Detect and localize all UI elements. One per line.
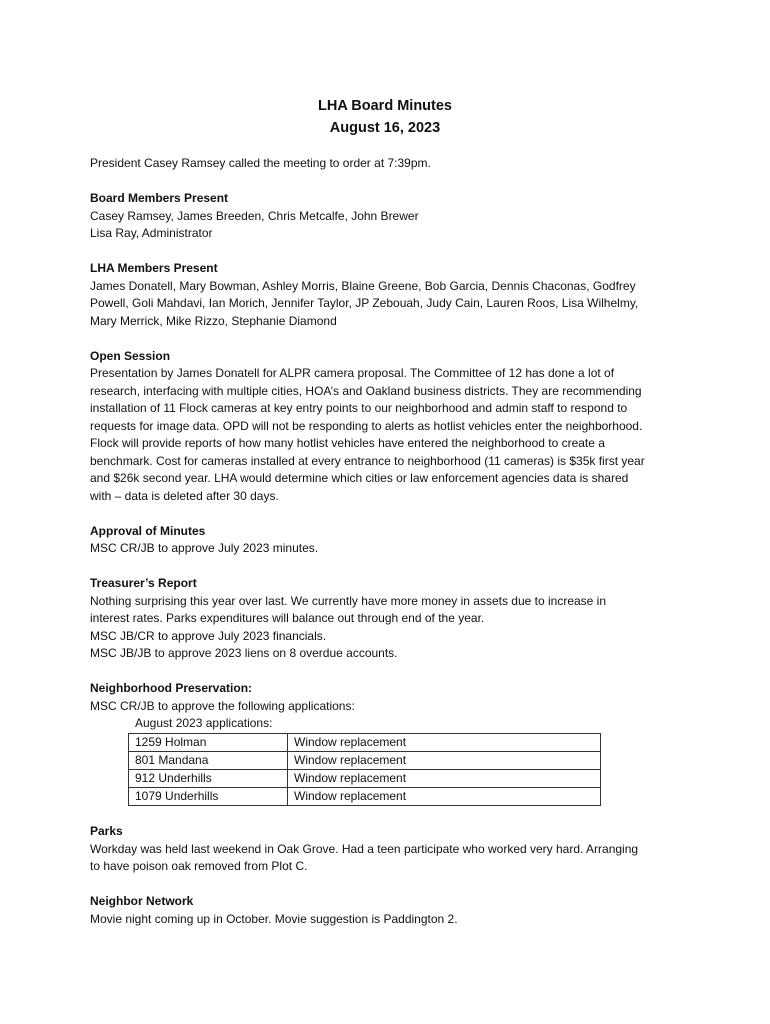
lha-members-heading: LHA Members Present: [90, 261, 218, 275]
treasurer-line: Nothing surprising this year over last. We currently have more money in assets due to increase in: [90, 593, 607, 608]
parks-line: Workday was held last weekend in Oak Grove. Had a teen participate who worked very hard. Arranging: [90, 841, 639, 856]
applications-table: [128, 733, 601, 806]
neighbor-network-line: Movie night coming up in October. Movie suggestion is Paddington 2.: [90, 911, 458, 926]
preservation-line: MSC CR/JB to approve the following applications:: [90, 698, 355, 713]
open-session-line: requests for image data. OPD will not be responding to alerts as hotlist vehicles enter the neighborhood.: [90, 418, 643, 433]
treasurer-line: interest rates. Parks expenditures will balance out through end of the year.: [90, 611, 485, 625]
open-session-line: with – data is deleted after 30 days.: [90, 488, 279, 503]
lha-members-line: James Donatell, Mary Bowman, Ashley Morris, Blaine Greene, Bob Garcia, Dennis Chaconas, Godfrey: [90, 278, 636, 293]
open-session-line: research, interfacing with multiple cities, HOA’s and Oakland business districts. They are recommending: [90, 383, 642, 398]
minutes-body: [90, 155, 690, 928]
open-session-line: Presentation by James Donatell for ALPR camera proposal. The Committee of 12 has done a lot of: [90, 366, 615, 380]
work-cell: Window replacement: [288, 751, 601, 769]
treasurer-line: MSC JB/JB to approve 2023 liens on 8 overdue accounts.: [90, 646, 398, 660]
address-cell: 1259 Holman: [129, 733, 288, 751]
treasurer-line: MSC JB/CR to approve July 2023 financials.: [90, 628, 327, 643]
board-members-heading: Board Members Present: [90, 191, 229, 205]
open-session-heading: Open Session: [90, 348, 171, 363]
parks-heading: Parks: [90, 824, 123, 838]
address-cell: 1079 Underhills: [129, 787, 288, 805]
administrator-line: Lisa Ray, Administrator: [90, 226, 213, 240]
treasurer-heading: Treasurer’s Report: [90, 576, 197, 590]
table-row: [129, 769, 601, 787]
work-cell: Window replacement: [288, 733, 601, 751]
parks-line: to have poison oak removed from Plot C.: [90, 859, 308, 873]
work-cell: Window replacement: [288, 769, 601, 787]
document-title: LHA Board Minutes: [318, 98, 452, 114]
board-members-line: Casey Ramsey, James Breeden, Chris Metcalfe, John Brewer: [90, 208, 419, 223]
open-session-line: installation of 11 Flock cameras at key entry points to our neighborhood and admin staff to respond to: [90, 401, 628, 415]
table-row: [129, 787, 601, 805]
preservation-heading: Neighborhood Preservation:: [90, 681, 253, 695]
approval-line: MSC CR/JB to approve July 2023 minutes.: [90, 541, 319, 555]
title-block: [0, 95, 770, 139]
lha-members-line: Mary Merrick, Mike Rizzo, Stephanie Diamond: [90, 313, 337, 328]
work-cell: Window replacement: [288, 787, 601, 805]
approval-heading: Approval of Minutes: [90, 523, 206, 538]
open-session-line: and $26k second year. LHA would determine which cities or law enforcement agencies data is shared: [90, 471, 629, 485]
applications-subheading: August 2023 applications:: [135, 716, 273, 730]
lha-members-line: Powell, Goli Mahdavi, Ian Morich, Jennifer Taylor, JP Zebouah, Judy Cain, Lauren Roos, Lisa Wilhelmy,: [90, 296, 639, 310]
table-row: [129, 733, 601, 751]
address-cell: 912 Underhills: [129, 769, 288, 787]
table-row: [129, 751, 601, 769]
open-session-line: Flock will provide reports of how many hotlist vehicles have entered the neighborhood to create a: [90, 436, 605, 450]
opening-statement: President Casey Ramsey called the meeting to order at 7:39pm.: [90, 156, 431, 170]
open-session-line: benchmark. Cost for cameras installed at every entrance to neighborhood (11 cameras) is $35k first year: [90, 453, 645, 468]
meeting-date: August 16, 2023: [329, 120, 441, 136]
neighbor-network-heading: Neighbor Network: [90, 894, 194, 908]
address-cell: 801 Mandana: [129, 751, 288, 769]
